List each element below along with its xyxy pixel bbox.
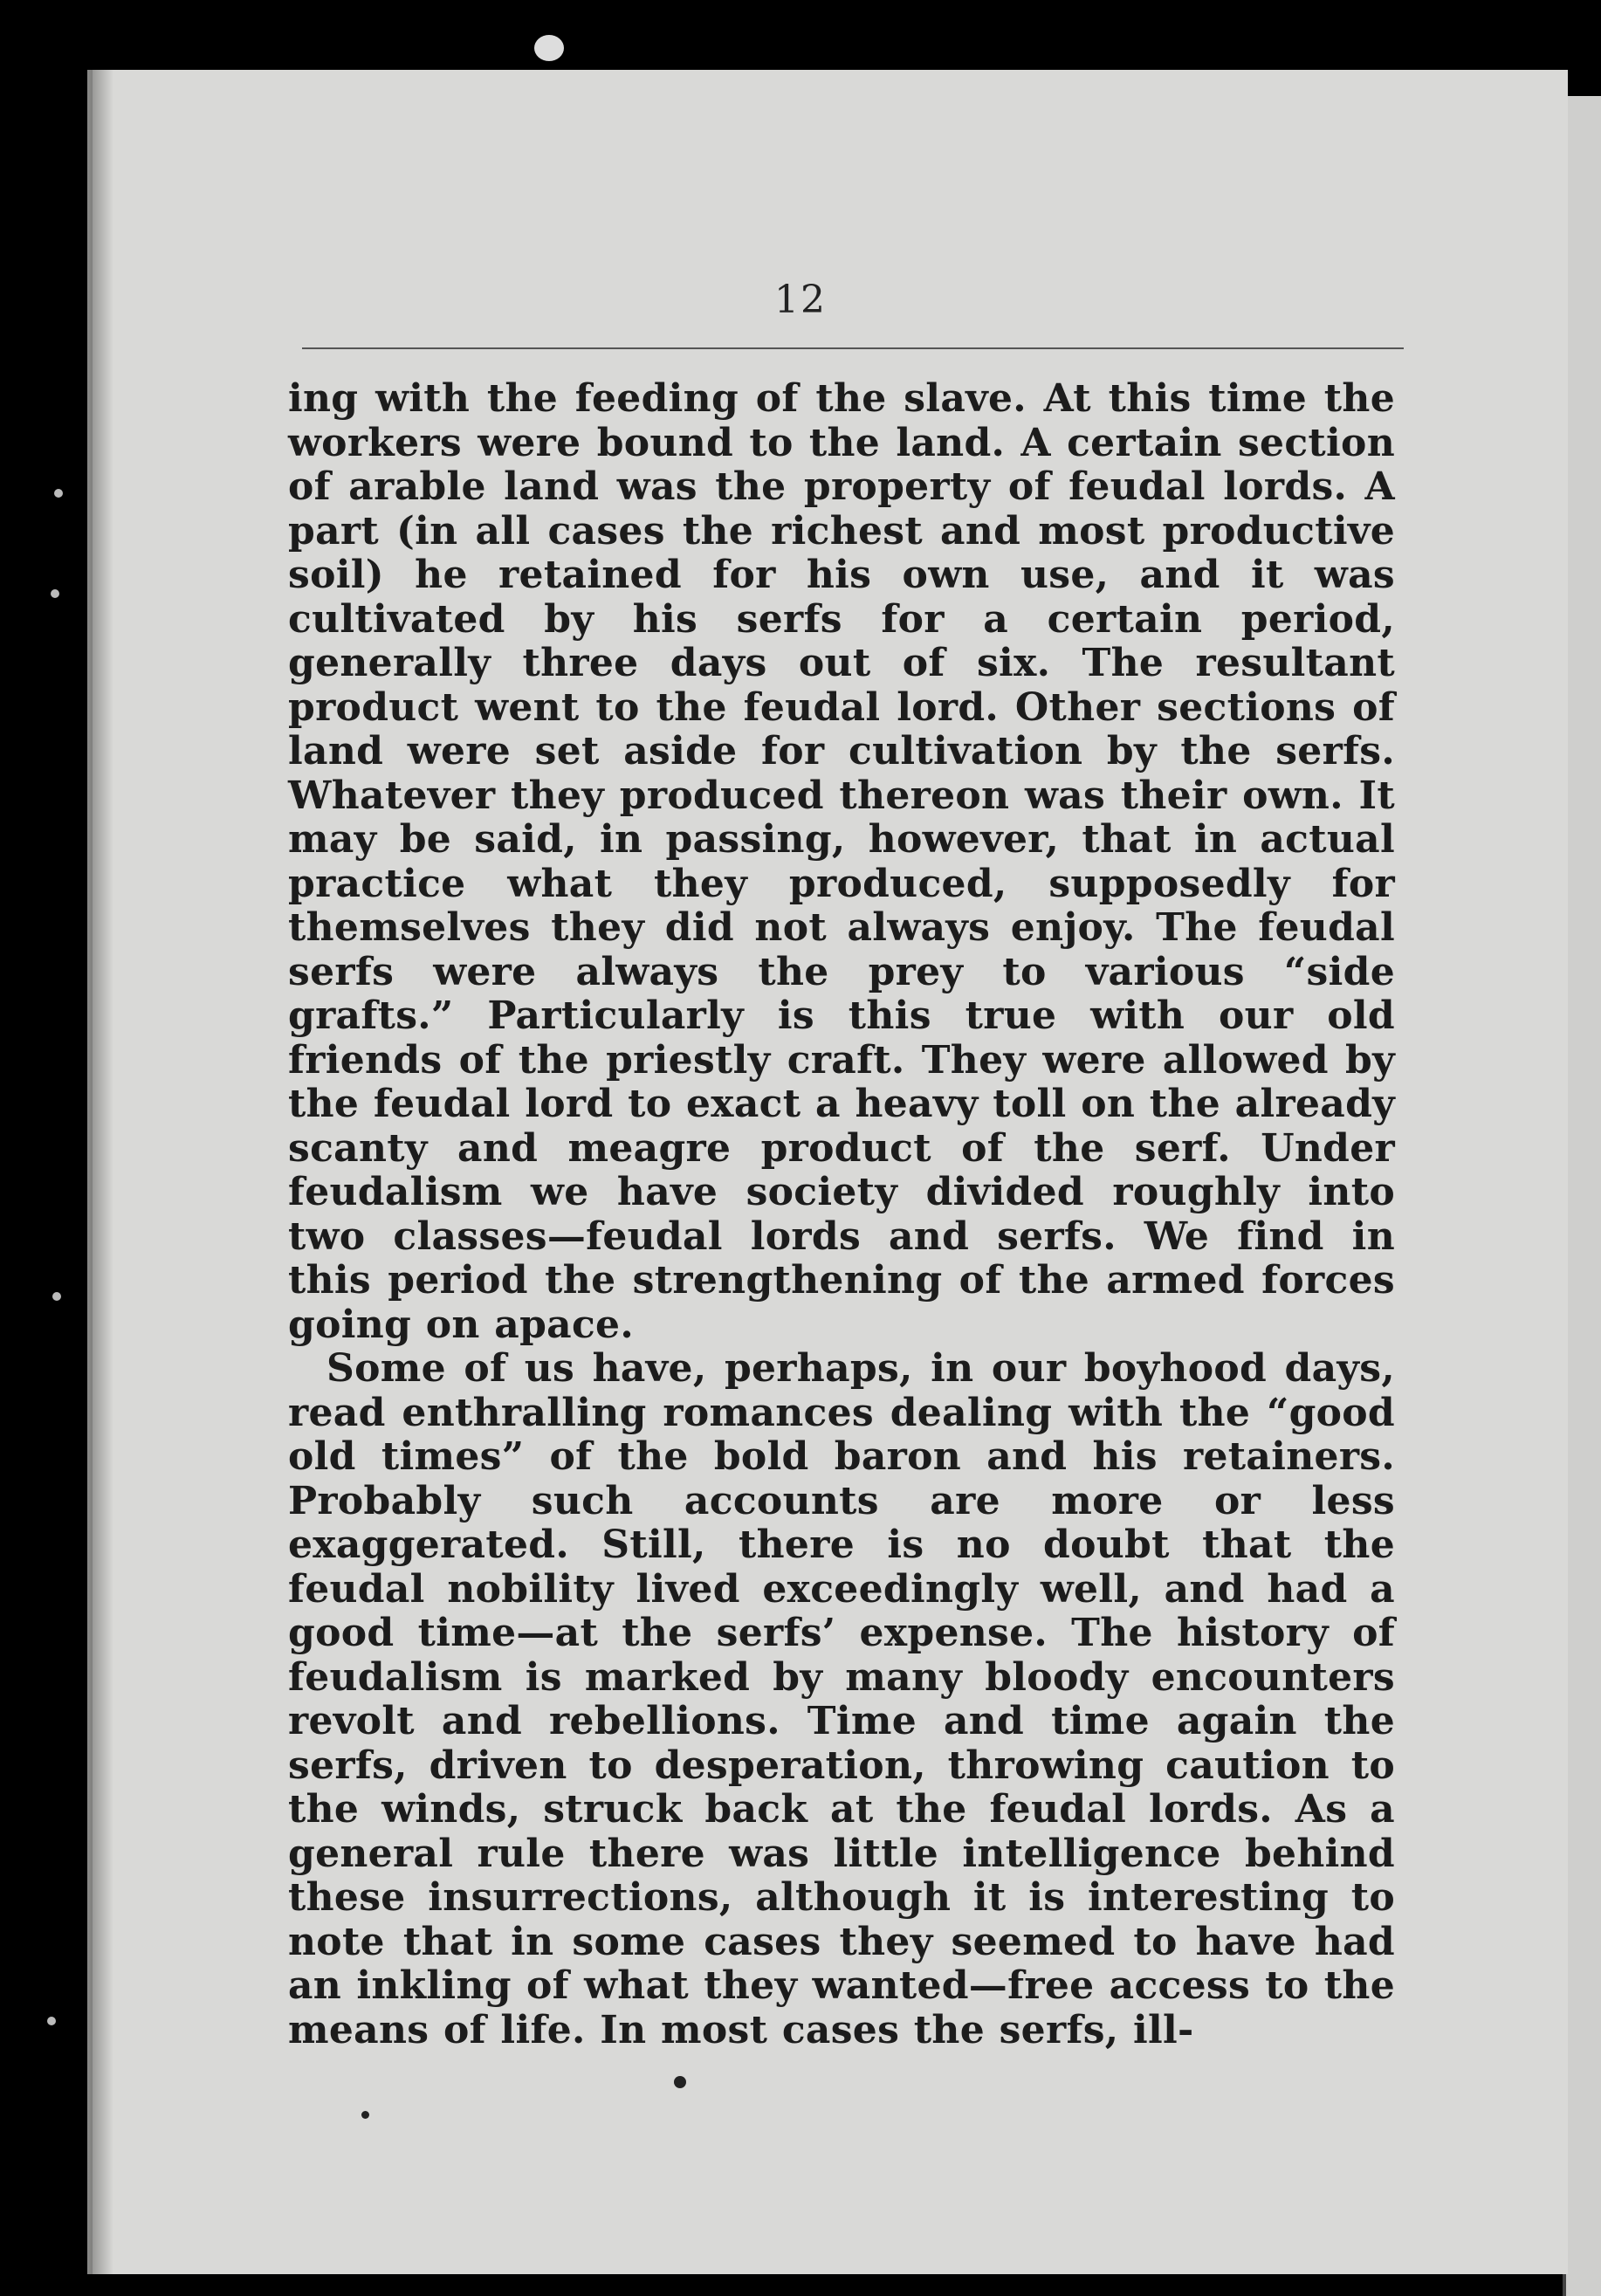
margin-speck (47, 2017, 56, 2025)
paragraph: ing with the feeding of the slave. At this time the workers were bound to the land. A certain section of arable land was the property of feudal lords. A part (in all cases the richest and most productive soil) he retained for his own use, and it was cultivated by his serfs for a certain period, generally three days out of six. The resultant product went to the feudal lord. Other sections of land were set aside for cultivation by the serfs. Whatever they produced thereon was their own. It may be said, in passing, however, that in actual practice what they produced, supposedly for themselves they did not always enjoy. The feudal serfs were always the prey to various “side grafts.” Particularly is this true with our old friends of the priestly craft. They were allowed by the feudal lord to exact a heavy toll on the already scanty and meagre product of the serf. Under feudalism we have society divided roughly into two classes—feudal lords and serfs. We find in this period the strengthening of the armed forces going on apace. (288, 376, 1395, 1347)
ink-speck (361, 2111, 369, 2119)
adjacent-page-edge (1563, 96, 1601, 2296)
page-gutter-shadow (87, 70, 113, 2274)
margin-speck (52, 1292, 61, 1301)
header-rule (302, 347, 1404, 349)
margin-speck (51, 589, 59, 598)
margin-speck (54, 489, 63, 498)
scan-artifact (534, 35, 564, 61)
page-number: 12 (774, 278, 827, 322)
paragraph: Some of us have, perhaps, in our boyhood days, read enthralling romances dealing with the “good old times” of the bold baron and his retainers. Probably such accounts are more or less exaggerated. Still, there is no doubt that the feudal nobility lived exceedingly well, and had a good time—at the serfs’ expense. The history of feudalism is marked by many bloody encounters revolt and rebellions. Time and time again the serfs, driven to desperation, throwing caution to the winds, struck back at the feudal lords. As a general rule there was little intelligence behind these insurrections, although it is interesting to note that in some cases they seemed to have had an inkling of what they wanted—free access to the means of life. In most cases the serfs, ill- (288, 1346, 1395, 2052)
ink-speck (674, 2076, 686, 2088)
body-text (288, 376, 1395, 2052)
